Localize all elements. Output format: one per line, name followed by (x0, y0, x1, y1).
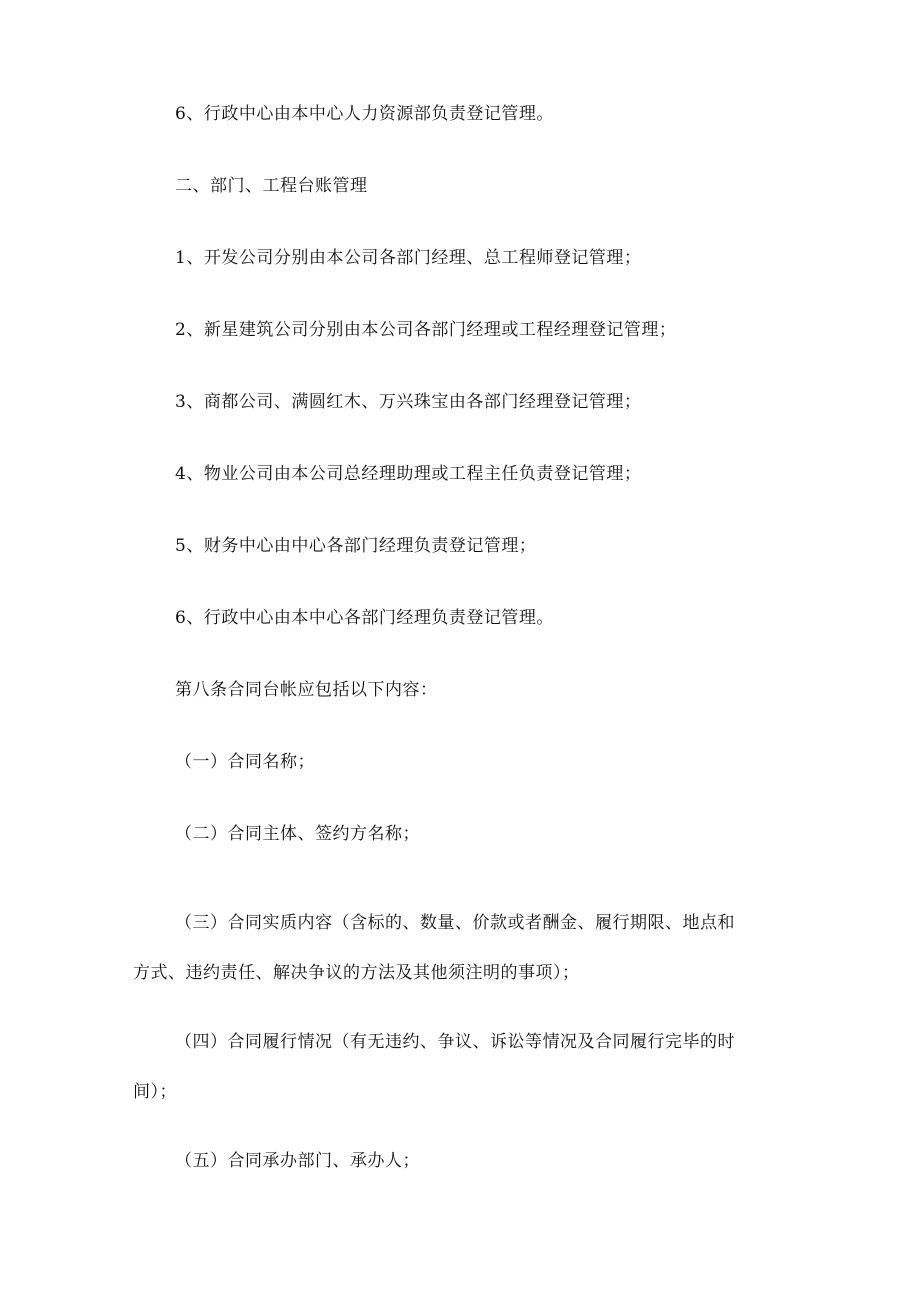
paragraph-line: 2、新星建筑公司分别由本公司各部门经理或工程经理登记管理； (175, 320, 677, 340)
paragraph-line: 6、行政中心由本中心各部门经理负责登记管理。 (175, 608, 554, 628)
list-item-continuation: 间）； (133, 1082, 177, 1102)
paragraph-line: 5、财务中心由中心各部门经理负责登记管理； (175, 536, 537, 556)
paragraph-line: 1、开发公司分别由本公司各部门经理、总工程师登记管理； (175, 248, 642, 268)
section-heading: 二、部门、工程台账管理 (175, 176, 368, 196)
list-item-continuation: 方式、违约责任、解决争议的方法及其他须注明的事项）； (133, 963, 580, 983)
paragraph-line: 3、商都公司、满圆红木、万兴珠宝由各部门经理登记管理； (175, 392, 642, 412)
article-heading: 第八条合同台帐应包括以下内容： (175, 680, 438, 700)
paragraph-line: 4、物业公司由本公司总经理助理或工程主任负责登记管理； (175, 464, 642, 484)
list-item: （五）合同承办部门、承办人； (175, 1151, 420, 1171)
list-item: （二）合同主体、签约方名称； (175, 824, 420, 844)
paragraph-line: 6、行政中心由本中心人力资源部负责登记管理。 (175, 104, 554, 124)
list-item: （三）合同实质内容（含标的、数量、价款或者酬金、履行期限、地点和 (175, 913, 735, 933)
list-item: （一）合同名称； (175, 752, 315, 772)
list-item: （四）合同履行情况（有无违约、争议、诉讼等情况及合同履行完毕的时 (175, 1032, 735, 1052)
